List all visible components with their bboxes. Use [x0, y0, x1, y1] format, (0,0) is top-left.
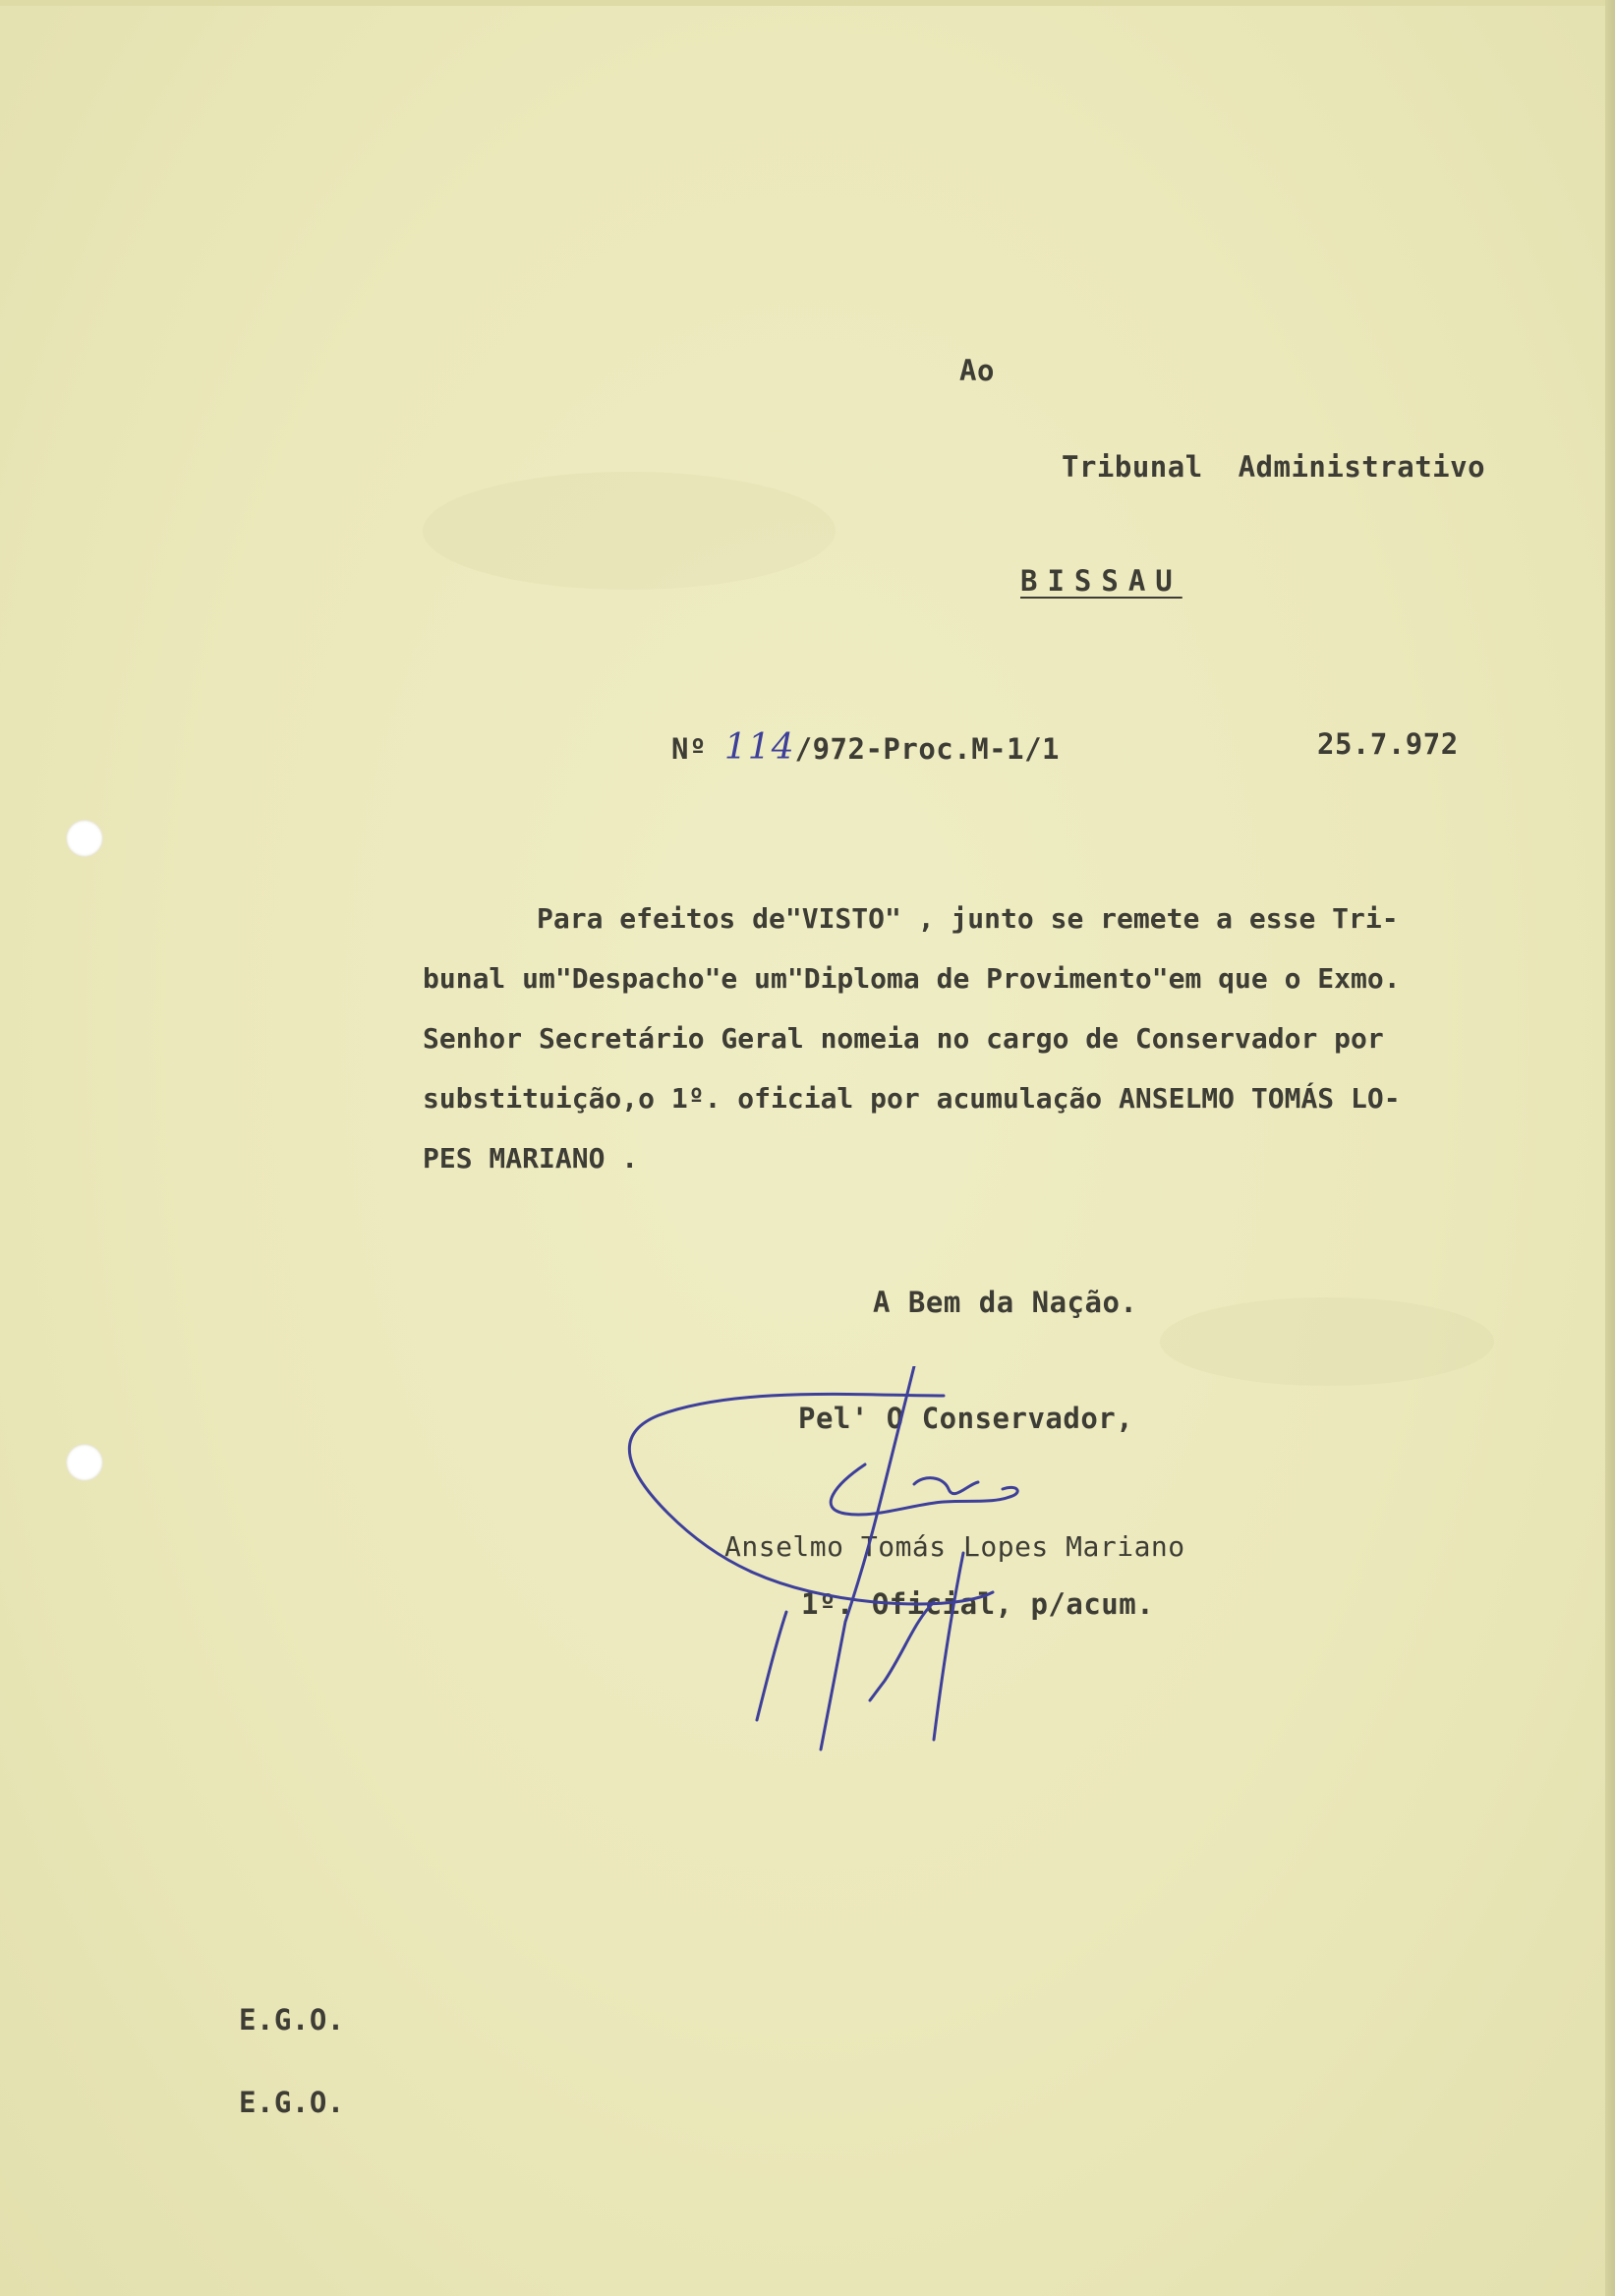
reference-date: 25.7.972 — [1317, 727, 1459, 761]
signature-stroke — [914, 1478, 978, 1494]
paper-stain — [423, 472, 836, 590]
reference-prefix: Nº — [671, 732, 707, 766]
address-city: BISSAU — [1020, 564, 1182, 598]
body-line: bunal um"Despacho"e um"Diploma de Provimento"em que o Exmo. — [423, 962, 1401, 995]
body-paragraph — [423, 889, 1573, 1188]
paper-top-edge — [0, 0, 1615, 6]
body-line: Senhor Secretário Geral nomeia no cargo de Conservador por — [423, 1022, 1384, 1055]
body-line: Para efeitos de"VISTO" , junto se remete a esse Tri- — [537, 902, 1399, 935]
signature-stroke — [870, 1602, 934, 1700]
signature-stroke — [831, 1464, 1017, 1515]
punch-hole — [66, 1444, 103, 1481]
signature-stroke — [629, 1394, 993, 1604]
signature-stroke — [821, 1366, 914, 1750]
address-recipient: Tribunal Administrativo — [1062, 450, 1486, 484]
closing-phrase: A Bem da Nação. — [873, 1286, 1138, 1319]
reference-line — [671, 727, 1060, 768]
signature-stroke — [934, 1553, 963, 1740]
paper-right-edge — [1605, 0, 1615, 2296]
handwritten-signature — [619, 1366, 1130, 1759]
signatory-title: 1º. Oficial, p/acum. — [801, 1587, 1155, 1621]
signature-on-behalf: Pel' O Conservador, — [798, 1402, 1134, 1435]
paper-stain — [1160, 1297, 1494, 1386]
reference-suffix: /972-Proc.M-1/1 — [794, 732, 1061, 766]
copy-notation: E.G.O. — [239, 2003, 345, 2037]
address-salutation: Ao — [959, 354, 995, 387]
body-line: PES MARIANO . — [423, 1142, 639, 1175]
punch-hole — [66, 820, 103, 857]
signatory-name: Anselmo Tomás Lopes Mariano — [724, 1530, 1185, 1563]
reference-handwritten-number: 114 — [723, 727, 795, 768]
signature-stroke — [757, 1612, 786, 1720]
body-line: substituição,o 1º. oficial por acumulação ANSELMO TOMÁS LO- — [423, 1082, 1401, 1115]
copy-notation: E.G.O. — [239, 2086, 345, 2119]
